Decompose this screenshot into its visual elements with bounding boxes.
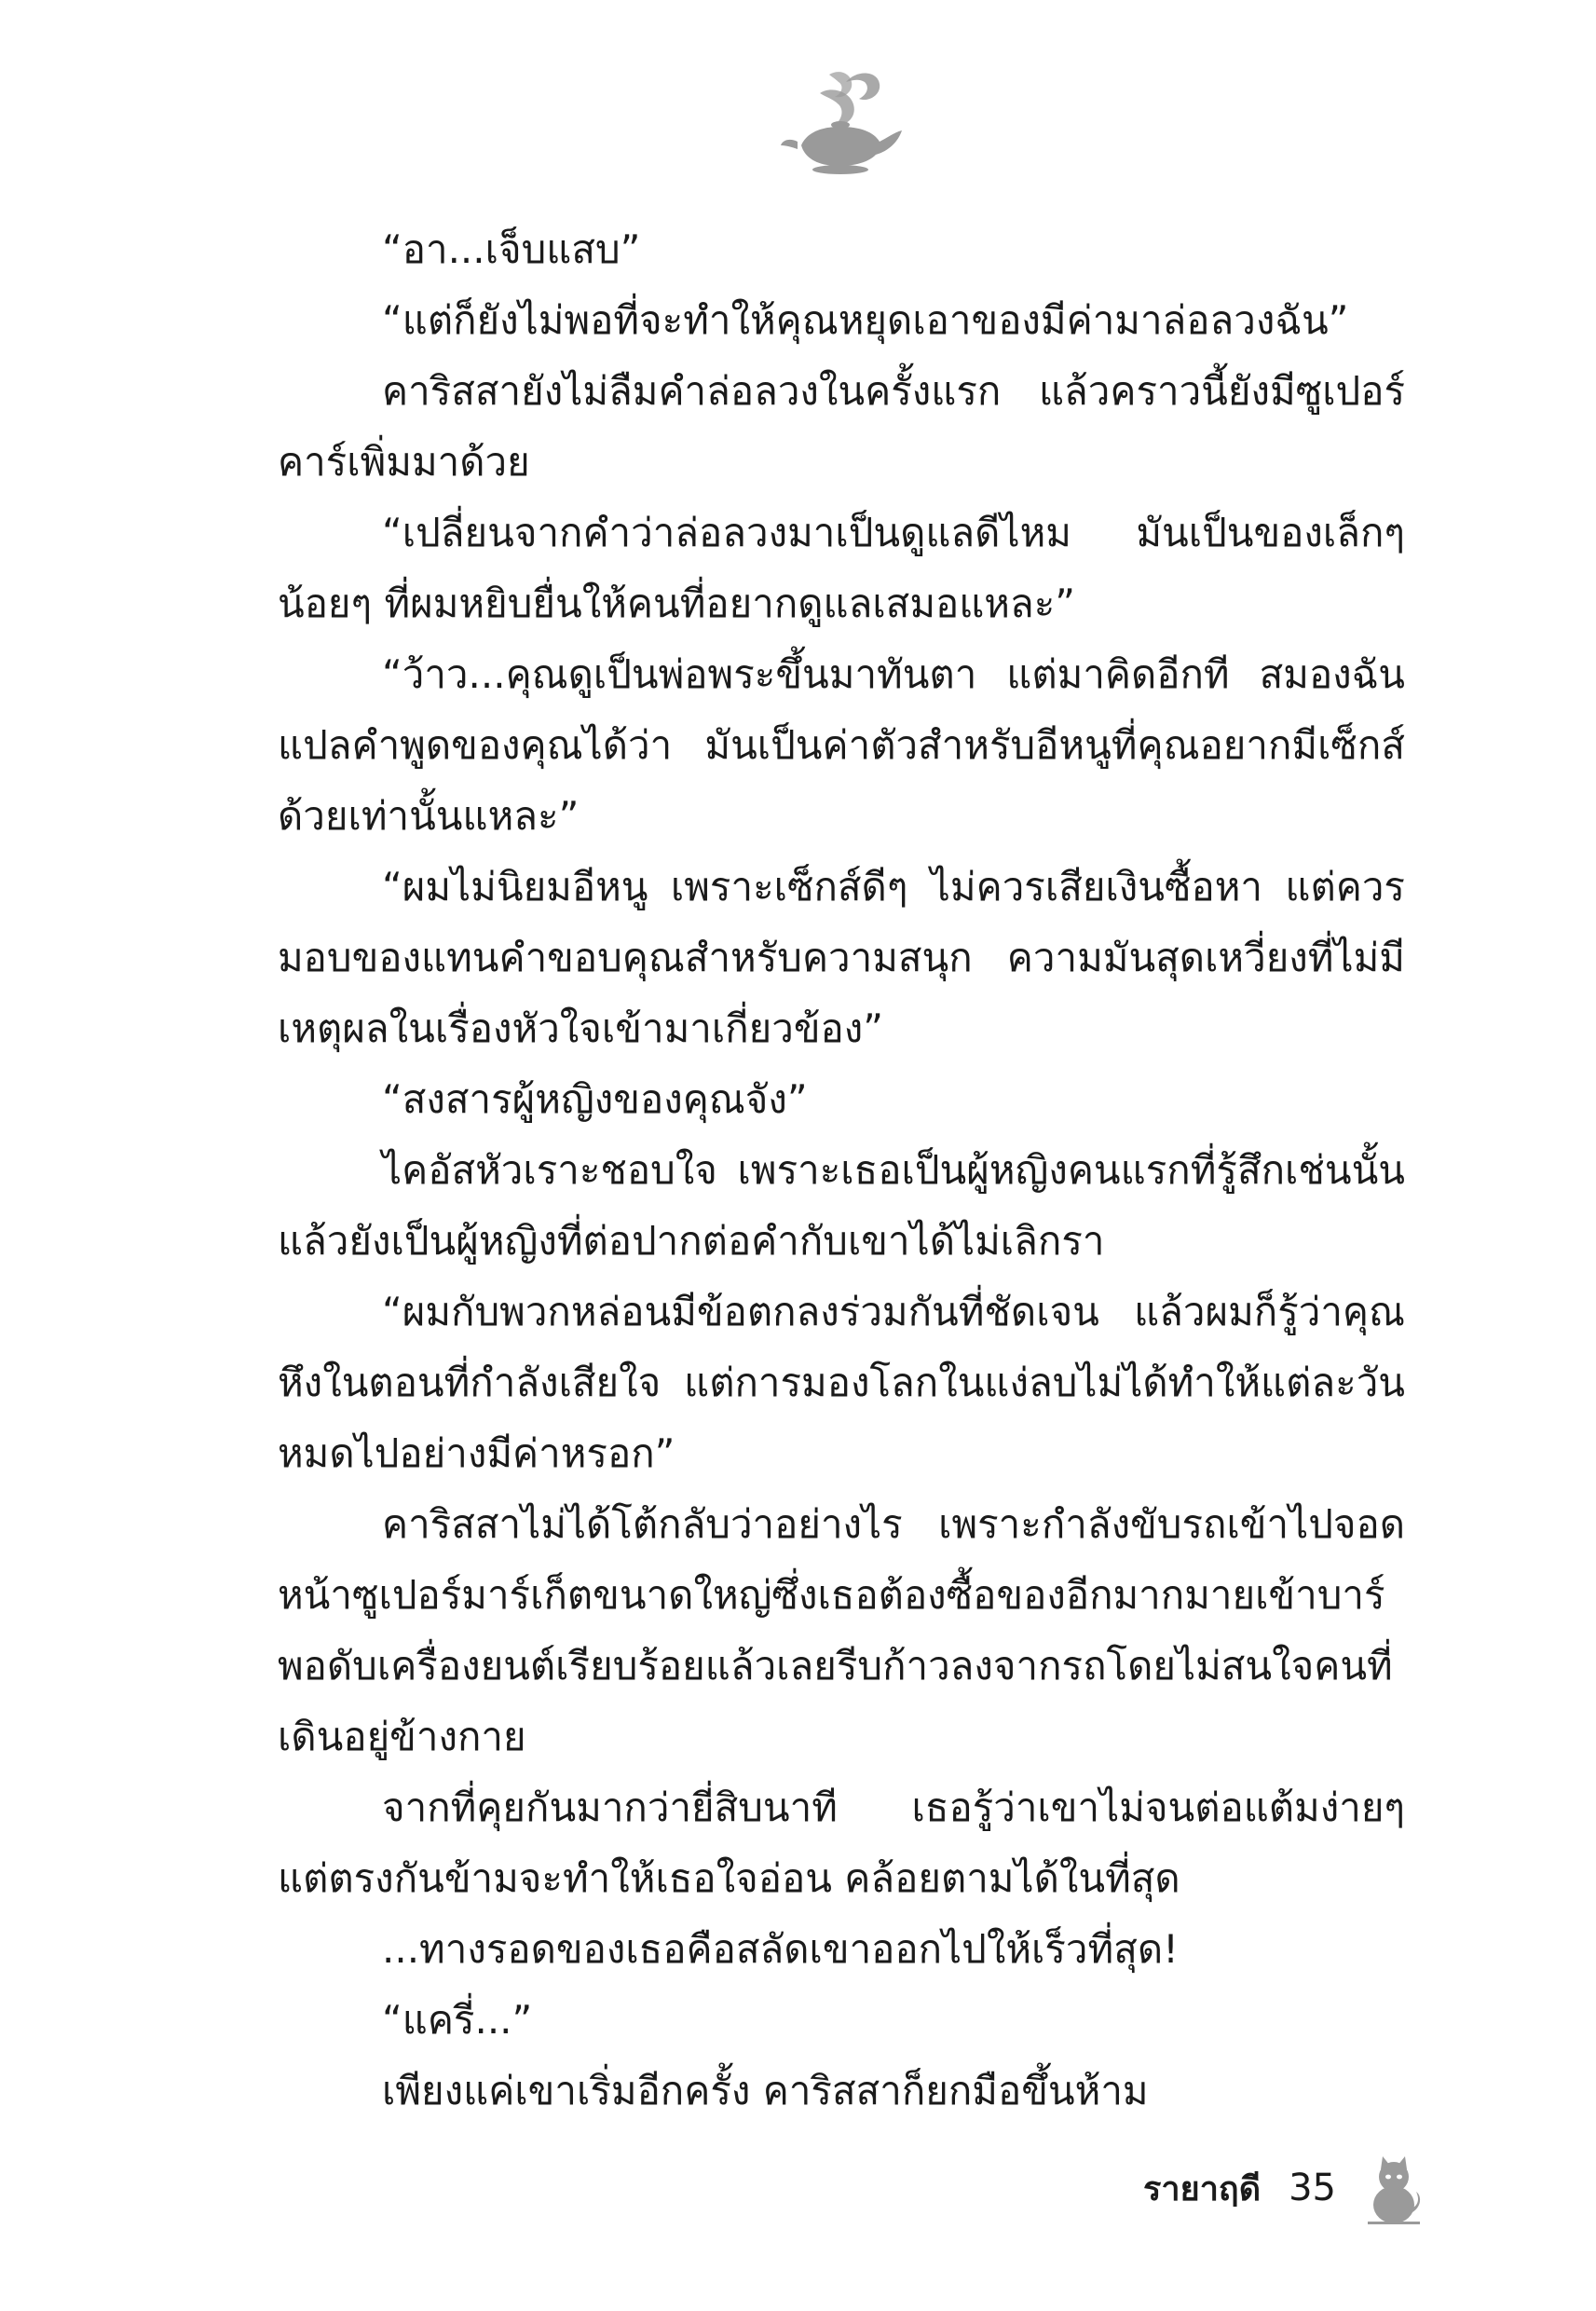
- paragraph: “แครี่...”: [382, 1997, 533, 2043]
- paragraph: “เปลี่ยนจากคำว่าล่อลวงมาเป็นดูแลดีไหม มันเป็นของเล็กๆ น้อยๆ ที่ผมหยิบยื่นให้คนที่อยากดูแลเสมอแหละ”: [278, 510, 1405, 626]
- page-number: 35: [1289, 2167, 1336, 2209]
- paragraph: คาริสสาไม่ได้โต้กลับว่าอย่างไร เพราะกำลังขับรถเข้าไปจอดหน้าซูเปอร์มาร์เก็ตขนาดใหญ่ซึ่งเธอต้องซื้อของอีกมากมายเข้าบาร์ พอดับเครื่องยนต์เรียบร้อยแล้วเลยรีบก้าวลงจากรถโดยไม่สนใจคนที่เดินอยู่ข้างกาย: [278, 1501, 1405, 1759]
- paragraph: “อา...เจ็บแสบ”: [382, 226, 641, 272]
- book-title: รายาฤดี: [1143, 2169, 1262, 2208]
- paragraph: จากที่คุยกันมากว่ายี่สิบนาที เธอรู้ว่าเขาไม่จนต่อแต้มง่ายๆ แต่ตรงกันข้ามจะทำให้เธอใจอ่อน คล้อยตามได้ในที่สุด: [278, 1785, 1405, 1901]
- paragraph: “ผมกับพวกหล่อนมีข้อตกลงร่วมกันที่ชัดเจน แล้วผมก็รู้ว่าคุณหึงในตอนที่กำลังเสียใจ แต่การมองโลกในแง่ลบไม่ได้ทำให้แต่ละวันหมดไปอย่างมีค่าหรอก”: [278, 1289, 1405, 1476]
- paragraph: ...ทางรอดของเธอคือสลัดเขาออกไปให้เร็วที่สุด!: [382, 1926, 1179, 1972]
- paragraph: คาริสสายังไม่ลืมคำล่อลวงในครั้งแรก แล้วคราวนี้ยังมีซูเปอร์คาร์เพิ่มมาด้วย: [278, 368, 1405, 485]
- page-footer: [1143, 2151, 1424, 2225]
- paragraph: “ว้าว...คุณดูเป็นพ่อพระขึ้นมาทันตา แต่มาคิดอีกที สมองฉันแปลคำพูดของคุณได้ว่า มันเป็นค่าตัวสำหรับอีหนูที่คุณอยากมีเซ็กส์ด้วยเท่านั้นแหละ”: [278, 651, 1405, 839]
- paragraph: “สงสารผู้หญิงของคุณจัง”: [382, 1076, 808, 1122]
- paragraph: “แต่ก็ยังไม่พอที่จะทำให้คุณหยุดเอาของมีค่ามาล่อลวงฉัน”: [382, 297, 1349, 343]
- cat-icon: [1364, 2151, 1424, 2225]
- paragraph: เพียงแค่เขาเริ่มอีกครั้ง คาริสสาก็ยกมือขึ้นห้าม: [382, 2068, 1149, 2113]
- paragraph: “ผมไม่นิยมอีหนู เพราะเซ็กส์ดีๆ ไม่ควรเสียเงินซื้อหา แต่ควรมอบของแทนคำขอบคุณสำหรับความสนุก ความมันสุดเหวี่ยงที่ไม่มีเหตุผลในเรื่องหัวใจเข้ามาเกี่ยวข้อง”: [278, 864, 1405, 1051]
- paragraph: ไคอัสหัวเราะชอบใจ เพราะเธอเป็นผู้หญิงคนแรกที่รู้สึกเช่นนั้น แล้วยังเป็นผู้หญิงที่ต่อปากต่อคำกับเขาได้ไม่เลิกรา: [278, 1147, 1405, 1264]
- body-text: [278, 214, 1405, 2126]
- genie-lamp-icon: [764, 65, 913, 177]
